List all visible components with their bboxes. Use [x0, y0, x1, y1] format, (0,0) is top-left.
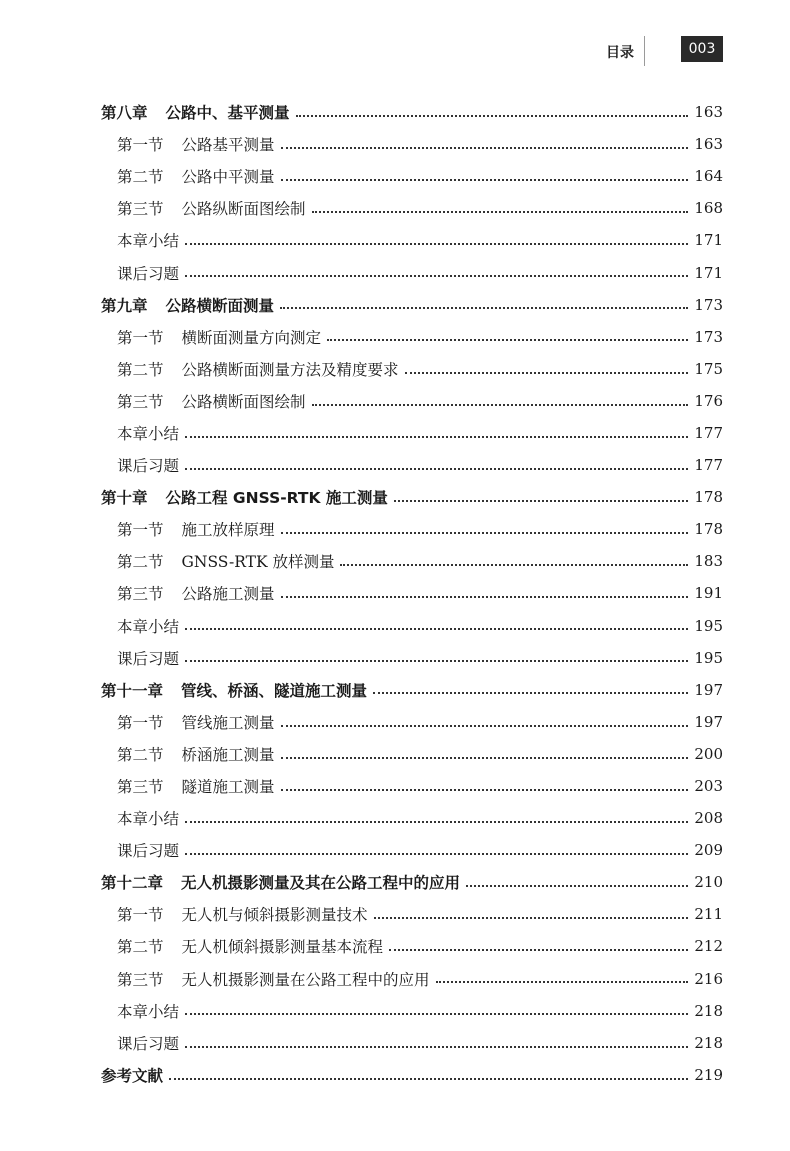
toc-section-row[interactable] — [0, 160, 723, 192]
toc-chapter-row[interactable] — [0, 1059, 723, 1091]
toc-section-row[interactable] — [0, 513, 723, 545]
toc-section-row[interactable] — [0, 353, 723, 385]
toc-page-number: 208 — [694, 809, 723, 828]
toc-section-row[interactable] — [0, 898, 723, 930]
toc-entry-title: 本章小结 — [117, 1002, 180, 1021]
toc-entry-title: 无人机倾斜摄影测量基本流程 — [181, 938, 384, 957]
toc-entry-title: 参考文献 — [101, 1066, 164, 1085]
toc-section-row[interactable] — [0, 128, 723, 160]
toc-entry-number: 第三节 — [117, 392, 164, 411]
toc-section-row[interactable] — [0, 706, 723, 738]
toc-entry-label — [101, 1064, 163, 1086]
toc-page-number: 163 — [694, 103, 723, 122]
toc-entry-title: 管线、桥涵、隧道施工测量 — [181, 681, 368, 700]
page-number-badge: 003 — [681, 36, 723, 62]
toc-entry-label — [101, 101, 290, 123]
toc-entry-label — [117, 197, 306, 219]
toc-entry-title: 管线施工测量 — [181, 713, 275, 732]
toc-entry-label — [117, 647, 179, 669]
toc-entry-number: 第一节 — [117, 521, 164, 540]
dot-leader — [281, 131, 689, 149]
toc-entry-number: 第二节 — [117, 360, 164, 379]
toc-chapter-row[interactable] — [0, 96, 723, 128]
dot-leader — [312, 388, 689, 406]
dot-leader — [169, 1062, 688, 1080]
toc-entry-title: 横断面测量方向测定 — [181, 328, 322, 347]
toc-entry-label — [101, 294, 274, 316]
dot-leader — [185, 998, 688, 1016]
dot-leader — [281, 517, 689, 535]
toc-entry-label — [117, 165, 275, 187]
toc-section-row[interactable] — [0, 256, 723, 288]
toc-page-number: 191 — [694, 584, 723, 603]
toc-entry-label — [117, 968, 430, 990]
toc-page-number: 197 — [694, 712, 723, 731]
toc-page-number: 216 — [694, 969, 723, 988]
toc-entry-number: 第一节 — [117, 713, 164, 732]
toc-entry-label — [117, 550, 334, 572]
toc-entry-title: 桥涵施工测量 — [181, 745, 275, 764]
toc-entry-title: 无人机摄影测量及其在公路工程中的应用 — [181, 874, 461, 893]
toc-entry-label — [117, 775, 275, 797]
toc-chapter-row[interactable] — [0, 481, 723, 513]
toc-page-number: 197 — [694, 680, 723, 699]
toc-entry-number: 第十一章 — [101, 681, 164, 700]
toc-section-row[interactable] — [0, 642, 723, 674]
toc-entry-number: 第八章 — [101, 104, 148, 123]
toc-page-number: 171 — [694, 263, 723, 282]
toc-entry-number: 第二节 — [117, 938, 164, 957]
toc-page-number: 176 — [694, 391, 723, 410]
dot-leader — [373, 677, 688, 695]
toc-entry-title: 无人机与倾斜摄影测量技术 — [181, 906, 368, 925]
toc-entry-label — [117, 326, 321, 348]
toc-section-row[interactable] — [0, 321, 723, 353]
dot-leader — [185, 1030, 688, 1048]
dot-leader — [185, 228, 688, 246]
dot-leader — [466, 870, 688, 888]
toc-page-number: 173 — [694, 327, 723, 346]
toc-entry-number: 第九章 — [101, 296, 148, 315]
dot-leader — [281, 741, 689, 759]
toc-entry-title: 公路横断面测量 — [165, 296, 275, 315]
toc-entry-label — [101, 486, 388, 508]
dot-leader — [312, 196, 689, 214]
toc-entry-title: 公路横断面图绘制 — [181, 392, 306, 411]
toc-entry-title: 公路基平测量 — [181, 136, 275, 155]
toc-entry-number: 第三节 — [117, 200, 164, 219]
toc-entry-number: 第二节 — [117, 553, 164, 572]
toc-entry-title: 隧道施工测量 — [181, 778, 275, 797]
dot-leader — [405, 356, 689, 374]
toc-entry-label — [117, 454, 179, 476]
table-of-contents — [0, 96, 790, 1091]
dot-leader — [280, 292, 688, 310]
toc-section-row[interactable] — [0, 930, 723, 962]
toc-page-number: 177 — [694, 456, 723, 475]
toc-entry-title: 课后习题 — [117, 264, 180, 283]
toc-entry-number: 第三节 — [117, 585, 164, 604]
dot-leader — [436, 966, 689, 984]
toc-page-number: 163 — [694, 135, 723, 154]
toc-page-number: 164 — [694, 167, 723, 186]
dot-leader — [185, 420, 688, 438]
dot-leader — [340, 549, 688, 567]
toc-entry-number: 第十二章 — [101, 874, 164, 893]
toc-entry-label — [117, 711, 275, 733]
toc-entry-label — [117, 839, 179, 861]
toc-page-number: 178 — [694, 520, 723, 539]
toc-page-number: 173 — [694, 295, 723, 314]
toc-entry-label — [117, 133, 275, 155]
dot-leader — [185, 260, 688, 278]
toc-entry-title: 本章小结 — [117, 232, 180, 251]
toc-section-row[interactable] — [0, 385, 723, 417]
toc-entry-title: 本章小结 — [117, 424, 180, 443]
toc-entry-title: 本章小结 — [117, 617, 180, 636]
toc-entry-label — [117, 807, 179, 829]
toc-section-row[interactable] — [0, 610, 723, 642]
header-divider — [644, 36, 645, 66]
toc-entry-label — [117, 518, 275, 540]
toc-section-row[interactable] — [0, 449, 723, 481]
toc-entry-title: 公路中平测量 — [181, 168, 275, 187]
dot-leader — [394, 484, 688, 502]
toc-entry-title: 课后习题 — [117, 649, 180, 668]
toc-page-number: 212 — [694, 937, 723, 956]
toc-entry-label — [117, 582, 275, 604]
toc-entry-label — [101, 871, 460, 893]
toc-chapter-row[interactable] — [0, 289, 723, 321]
toc-entry-title: 公路工程 GNSS-RTK 施工测量 — [165, 489, 388, 508]
toc-entry-number: 第三节 — [117, 778, 164, 797]
toc-entry-number: 第一节 — [117, 906, 164, 925]
toc-entry-title: 公路中、基平测量 — [165, 104, 290, 123]
toc-page-number: 218 — [694, 1001, 723, 1020]
toc-entry-label — [117, 903, 368, 925]
toc-entry-label — [117, 229, 179, 251]
toc-section-row[interactable] — [0, 770, 723, 802]
toc-entry-title: 课后习题 — [117, 457, 180, 476]
toc-section-row[interactable] — [0, 417, 723, 449]
toc-entry-label — [117, 358, 399, 380]
toc-entry-title: 施工放样原理 — [181, 521, 275, 540]
dot-leader — [327, 324, 688, 342]
toc-entry-title: 公路纵断面图绘制 — [181, 200, 306, 219]
dot-leader — [185, 613, 688, 631]
toc-entry-label — [117, 1032, 179, 1054]
toc-page-number: 209 — [694, 841, 723, 860]
toc-entry-number: 第十章 — [101, 489, 148, 508]
toc-entry-label — [101, 679, 367, 701]
toc-page-number: 211 — [694, 905, 723, 924]
toc-section-row[interactable] — [0, 577, 723, 609]
toc-page-number: 183 — [694, 552, 723, 571]
toc-entry-number: 第二节 — [117, 168, 164, 187]
dot-leader — [281, 581, 689, 599]
toc-entry-title: 公路施工测量 — [181, 585, 275, 604]
dot-leader — [281, 163, 689, 181]
toc-page-number: 171 — [694, 231, 723, 250]
dot-leader — [389, 934, 688, 952]
dot-leader — [374, 902, 689, 920]
toc-entry-title: 无人机摄影测量在公路工程中的应用 — [181, 970, 430, 989]
toc-page-number: 210 — [694, 873, 723, 892]
toc-entry-title: 公路横断面测量方法及精度要求 — [181, 360, 399, 379]
toc-section-row[interactable] — [0, 224, 723, 256]
toc-section-row[interactable] — [0, 738, 723, 770]
toc-entry-label — [117, 390, 306, 412]
dot-leader — [185, 837, 688, 855]
toc-entry-label — [117, 262, 179, 284]
toc-section-row[interactable] — [0, 963, 723, 995]
header-title: 目录 — [606, 45, 634, 61]
toc-page-number: 219 — [694, 1065, 723, 1084]
toc-entry-label — [117, 743, 275, 765]
toc-page-number: 177 — [694, 423, 723, 442]
toc-entry-number: 第一节 — [117, 136, 164, 155]
toc-page-number: 200 — [694, 744, 723, 763]
toc-entry-label — [117, 422, 179, 444]
toc-entry-number: 第二节 — [117, 745, 164, 764]
dot-leader — [185, 805, 688, 823]
toc-entry-title: GNSS-RTK 放样测量 — [181, 553, 335, 572]
toc-entry-number: 第三节 — [117, 970, 164, 989]
toc-entry-title: 课后习题 — [117, 1034, 180, 1053]
toc-section-row[interactable] — [0, 995, 723, 1027]
toc-chapter-row[interactable] — [0, 866, 723, 898]
toc-page-number: 218 — [694, 1033, 723, 1052]
toc-section-row[interactable] — [0, 1027, 723, 1059]
dot-leader — [296, 99, 689, 117]
dot-leader — [281, 773, 689, 791]
dot-leader — [281, 709, 689, 727]
toc-entry-title: 课后习题 — [117, 842, 180, 861]
toc-section-row[interactable] — [0, 192, 723, 224]
toc-page-number: 195 — [694, 648, 723, 667]
toc-page-number: 203 — [694, 777, 723, 796]
toc-entry-label — [117, 615, 179, 637]
toc-page-number: 195 — [694, 616, 723, 635]
toc-section-row[interactable] — [0, 802, 723, 834]
toc-page-number: 175 — [694, 359, 723, 378]
toc-page-number: 178 — [694, 488, 723, 507]
toc-entry-label — [117, 935, 383, 957]
dot-leader — [185, 452, 688, 470]
toc-section-row[interactable] — [0, 834, 723, 866]
toc-entry-label — [117, 1000, 179, 1022]
dot-leader — [185, 645, 688, 663]
toc-section-row[interactable] — [0, 545, 723, 577]
toc-entry-title: 本章小结 — [117, 810, 180, 829]
toc-entry-number: 第一节 — [117, 328, 164, 347]
toc-chapter-row[interactable] — [0, 674, 723, 706]
toc-page-number: 168 — [694, 199, 723, 218]
